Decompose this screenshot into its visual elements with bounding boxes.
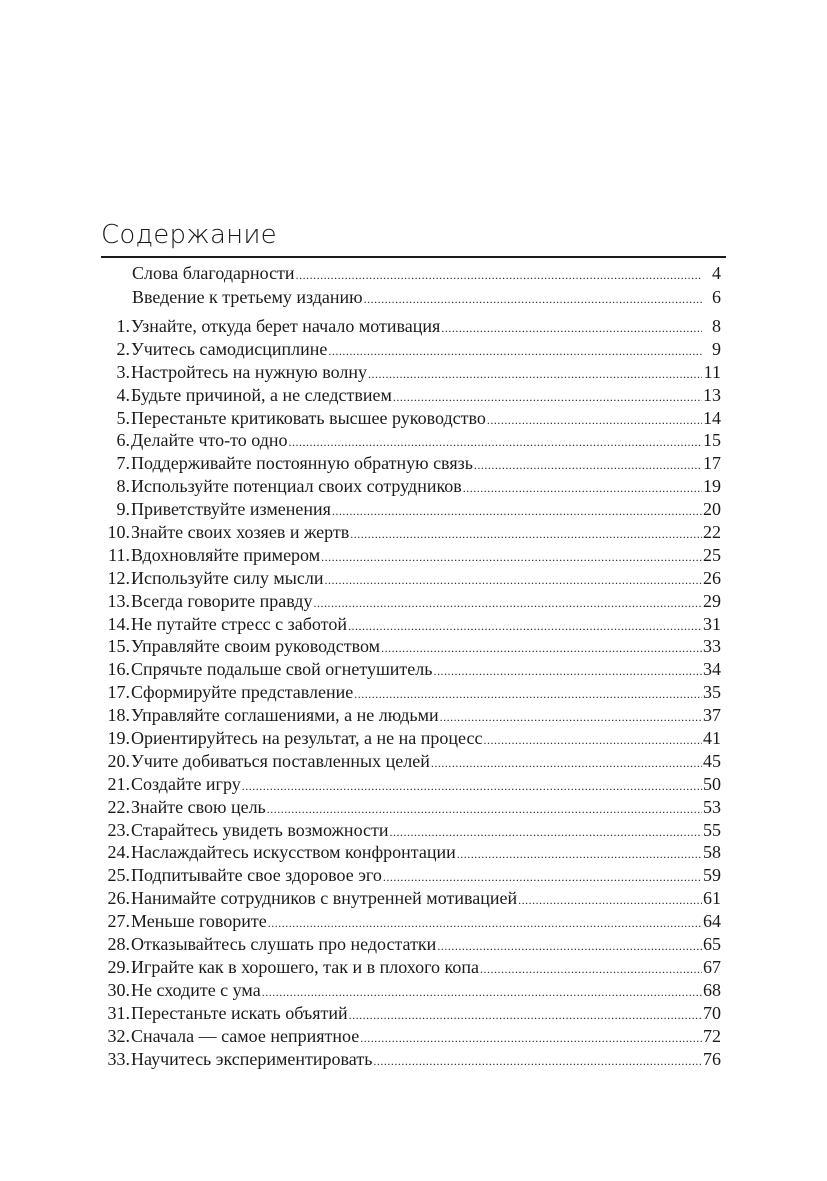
dot-leader xyxy=(360,1027,702,1050)
toc-chapter-entry xyxy=(101,315,721,338)
toc-page-number: 65 xyxy=(703,934,721,955)
toc-chapter-number: 8. xyxy=(116,476,130,497)
toc-chapter-number: 18. xyxy=(107,705,130,726)
toc-page-number: 55 xyxy=(703,819,721,840)
dot-leader xyxy=(328,340,702,363)
toc-entry-title: Сначала — самое неприятное xyxy=(131,1025,360,1046)
dot-leader xyxy=(457,843,702,866)
toc-chapter-number: 9. xyxy=(116,499,130,520)
toc-page-number: 58 xyxy=(703,842,721,863)
toc-chapter-entry xyxy=(101,727,721,750)
toc-entry-title: Управляйте соглашениями, а не людьми xyxy=(131,705,439,726)
toc-entry-title: Меньше говорите xyxy=(131,911,267,932)
dot-leader xyxy=(381,637,702,660)
toc-chapter-entry xyxy=(101,361,721,384)
toc-entry-title: Играйте как в хорошего, так и в плохого копа xyxy=(131,956,479,977)
toc-chapter-entry xyxy=(101,338,721,361)
toc-entry-title: Используйте силу мысли xyxy=(131,567,324,588)
toc-chapter-number: 19. xyxy=(107,728,130,749)
toc-chapter-number: 12. xyxy=(107,567,130,588)
toc-entry-title: Слова благодарности xyxy=(132,263,295,283)
toc-chapter-entry xyxy=(101,750,721,773)
dot-leader xyxy=(364,288,702,312)
toc-entry-title: Отказывайтесь слушать про недостатки xyxy=(131,934,437,955)
toc-entry-title: Спрячьте подальше свой огнетушитель xyxy=(131,659,433,680)
toc-entry-title: Перестаньте критиковать высшее руководство xyxy=(131,407,486,428)
dot-leader xyxy=(325,569,703,592)
toc-page-number: 6 xyxy=(712,286,721,307)
dot-leader xyxy=(463,477,702,500)
toc-chapter-entry xyxy=(101,521,721,544)
dot-leader xyxy=(393,386,702,409)
toc-page-number: 67 xyxy=(703,956,721,977)
dot-leader xyxy=(390,821,702,844)
toc-chapter-entry xyxy=(101,452,721,475)
toc-entry-title: Используйте потенциал своих сотрудников xyxy=(131,476,462,497)
toc-page-number: 22 xyxy=(703,522,721,543)
toc-chapter-number: 30. xyxy=(107,979,130,1000)
toc-entry-title: Учите добиваться поставленных целей xyxy=(131,750,430,771)
toc-page-number: 9 xyxy=(712,338,721,359)
toc-chapter-number: 3. xyxy=(116,361,130,382)
toc-heading: Содержание xyxy=(101,220,277,250)
toc-page-number: 53 xyxy=(703,796,721,817)
toc-chapter-number: 13. xyxy=(107,590,130,611)
toc-page-number: 11 xyxy=(703,361,721,382)
dot-leader xyxy=(474,454,702,477)
toc-page-number: 29 xyxy=(703,590,721,611)
toc-entry-title: Сформируйте представление xyxy=(131,682,354,703)
toc-page-number: 14 xyxy=(703,407,721,428)
dot-leader xyxy=(313,592,702,615)
dot-leader xyxy=(480,958,702,981)
toc-page-number: 72 xyxy=(703,1025,721,1046)
dot-leader xyxy=(348,615,702,638)
toc-chapter-entry xyxy=(101,773,721,796)
toc-chapter-number: 6. xyxy=(116,430,130,451)
toc-page-number: 59 xyxy=(703,865,721,886)
toc-chapter-number: 31. xyxy=(107,1002,130,1023)
toc-page-number: 41 xyxy=(703,728,721,749)
toc-chapter-number: 4. xyxy=(116,384,130,405)
toc-page-number: 35 xyxy=(703,682,721,703)
toc-chapter-number: 17. xyxy=(107,682,130,703)
toc-chapter-entry xyxy=(101,796,721,819)
toc-entry-title: Настройтесь на нужную волну xyxy=(131,361,367,382)
toc-entry-title: Делайте что-то одно xyxy=(131,430,288,451)
toc-entry-title: Узнайте, откуда берет начало мотивация xyxy=(131,316,441,336)
dot-leader xyxy=(373,1050,702,1073)
toc-chapter-number: 11. xyxy=(108,544,130,565)
toc-entry-title: Поддерживайте постоянную обратную связь xyxy=(131,453,473,474)
toc-page-number: 34 xyxy=(703,659,721,680)
toc-chapter-entry xyxy=(101,1048,721,1071)
dot-leader xyxy=(350,523,702,546)
toc-chapter-number: 29. xyxy=(107,956,130,977)
toc-front-entry xyxy=(101,286,721,310)
dot-leader xyxy=(332,500,702,523)
toc-page-number: 26 xyxy=(703,567,721,588)
toc-chapter-number: 16. xyxy=(107,659,130,680)
toc-chapter-entry xyxy=(101,864,721,887)
toc-entry-title: Знайте своих хозяев и жертв xyxy=(131,522,350,543)
toc-chapter-entry xyxy=(101,567,721,590)
dot-leader xyxy=(289,431,702,454)
toc-entry-title: Знайте свою цель xyxy=(131,796,266,817)
toc-chapter-entry xyxy=(101,841,721,864)
dot-leader xyxy=(433,660,702,683)
toc-entry-title: Ориентируйтесь на результат, а не на процесс xyxy=(131,728,483,749)
toc-page-number: 20 xyxy=(703,499,721,520)
toc-chapter-entry xyxy=(101,384,721,407)
toc-entry-title: Не путайте стресс с заботой xyxy=(131,613,347,634)
toc-chapter-entry xyxy=(101,613,721,636)
dot-leader xyxy=(354,683,702,706)
dot-leader xyxy=(321,546,702,569)
toc-page-number: 64 xyxy=(703,911,721,932)
toc-page-number: 25 xyxy=(703,544,721,565)
toc-front-entry xyxy=(101,262,721,286)
toc-chapter-entry xyxy=(101,1025,721,1048)
toc-entry-title: Создайте игру xyxy=(131,773,241,794)
toc-page-number: 76 xyxy=(703,1048,721,1069)
dot-leader xyxy=(483,729,702,752)
toc-chapter-entry xyxy=(101,498,721,521)
heading-rule xyxy=(101,256,726,258)
toc-chapter-number: 24. xyxy=(107,842,130,863)
dot-leader xyxy=(268,912,702,935)
toc-chapter-number: 14. xyxy=(107,613,130,634)
toc-entry-title: Будьте причиной, а не следствием xyxy=(131,384,392,405)
toc-chapter-number: 25. xyxy=(107,865,130,886)
toc-chapter-number: 32. xyxy=(107,1025,130,1046)
toc-entry-title: Учитесь самодисциплине xyxy=(131,338,328,359)
toc-chapter-entry xyxy=(101,704,721,727)
table-of-contents xyxy=(101,262,721,1070)
toc-page-number: 4 xyxy=(712,263,721,283)
toc-page-number: 13 xyxy=(703,384,721,405)
toc-entry-title: Всегда говорите правду xyxy=(131,590,313,611)
toc-chapter-number: 20. xyxy=(107,750,130,771)
dot-leader xyxy=(431,752,702,775)
dot-leader xyxy=(437,935,702,958)
toc-page-number: 45 xyxy=(703,750,721,771)
toc-chapter-entry xyxy=(101,956,721,979)
toc-chapter-entry xyxy=(101,635,721,658)
toc-entry-title: Научитесь экспериментировать xyxy=(131,1048,373,1069)
dot-leader xyxy=(242,775,702,798)
toc-chapter-number: 27. xyxy=(107,911,130,932)
toc-page-number: 70 xyxy=(703,1002,721,1023)
toc-page-number: 50 xyxy=(703,773,721,794)
toc-page-number: 19 xyxy=(703,476,721,497)
toc-chapter-number: 22. xyxy=(107,796,130,817)
dot-leader xyxy=(262,981,702,1004)
toc-chapter-number: 26. xyxy=(107,888,130,909)
toc-chapter-entry xyxy=(101,1002,721,1025)
toc-entry-title: Наслаждайтесь искусством конфронтации xyxy=(131,842,456,863)
toc-page-number: 68 xyxy=(703,979,721,1000)
toc-chapter-number: 15. xyxy=(107,636,130,657)
dot-leader xyxy=(349,1004,702,1027)
toc-page-number: 15 xyxy=(703,430,721,451)
toc-page-number: 61 xyxy=(703,888,721,909)
dot-leader xyxy=(518,889,702,912)
toc-entry-title: Не сходите с ума xyxy=(131,979,261,1000)
dot-leader xyxy=(296,264,702,288)
toc-entry-title: Вдохновляйте примером xyxy=(131,544,321,565)
toc-page-number: 33 xyxy=(703,636,721,657)
toc-entry-title: Перестаньте искать объятий xyxy=(131,1002,348,1023)
toc-chapter-number: 1. xyxy=(116,316,130,336)
toc-chapter-number: 33. xyxy=(107,1048,130,1069)
toc-chapter-entry xyxy=(101,590,721,613)
toc-entry-title: Нанимайте сотрудников с внутренней мотивацией xyxy=(131,888,518,909)
dot-leader xyxy=(440,706,702,729)
toc-page-number: 31 xyxy=(703,613,721,634)
toc-chapter-entry xyxy=(101,819,721,842)
toc-page-number: 37 xyxy=(703,705,721,726)
toc-entry-title: Управляйте своим руководством xyxy=(131,636,381,657)
toc-chapter-entry xyxy=(101,429,721,452)
toc-chapter-entry xyxy=(101,910,721,933)
toc-chapter-number: 23. xyxy=(107,819,130,840)
toc-entry-title: Старайтесь увидеть возможности xyxy=(131,819,389,840)
dot-leader xyxy=(368,363,702,386)
toc-entry-title: Подпитывайте свое здоровое эго xyxy=(131,865,382,886)
dot-leader xyxy=(267,798,702,821)
dot-leader xyxy=(383,866,702,889)
toc-chapter-entry xyxy=(101,475,721,498)
dot-leader xyxy=(487,409,702,432)
toc-chapter-number: 2. xyxy=(116,338,130,359)
toc-chapter-number: 7. xyxy=(116,453,130,474)
toc-entry-title: Приветствуйте изменения xyxy=(131,499,331,520)
toc-chapter-entry xyxy=(101,933,721,956)
toc-chapter-entry xyxy=(101,407,721,430)
toc-chapter-number: 28. xyxy=(107,934,130,955)
toc-page-number: 17 xyxy=(703,453,721,474)
dot-leader xyxy=(441,317,702,340)
toc-chapter-entry xyxy=(101,658,721,681)
toc-chapter-entry xyxy=(101,979,721,1002)
toc-chapter-entry xyxy=(101,544,721,567)
toc-entry-title: Введение к третьему изданию xyxy=(132,286,363,307)
toc-chapter-entry xyxy=(101,681,721,704)
toc-page-number: 8 xyxy=(712,316,721,336)
toc-chapter-entry xyxy=(101,887,721,910)
toc-chapter-number: 10. xyxy=(107,522,130,543)
toc-chapter-number: 5. xyxy=(116,407,130,428)
toc-chapter-number: 21. xyxy=(107,773,130,794)
